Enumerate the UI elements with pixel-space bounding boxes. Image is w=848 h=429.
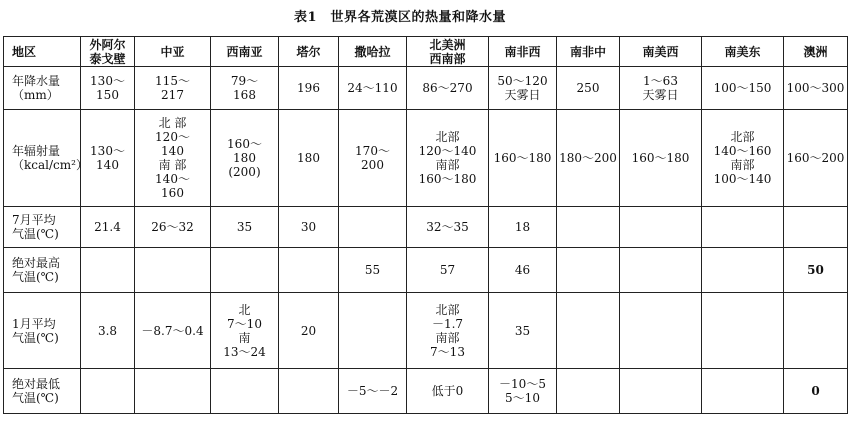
table-cell: 170～ 200 bbox=[339, 110, 407, 207]
table-cell bbox=[81, 248, 135, 293]
table-cell: 3.8 bbox=[81, 293, 135, 369]
row-label: 绝对最低 气温(℃) bbox=[4, 369, 81, 414]
table-row bbox=[4, 207, 848, 248]
table-cell bbox=[557, 207, 620, 248]
table-cell: 196 bbox=[279, 67, 339, 110]
table-cell bbox=[620, 293, 702, 369]
column-header: 外阿尔 泰戈壁 bbox=[81, 37, 135, 67]
table-cell bbox=[339, 207, 407, 248]
table-cell: 低于0 bbox=[407, 369, 489, 414]
column-header: 中亚 bbox=[135, 37, 211, 67]
table-cell bbox=[557, 293, 620, 369]
table-cell: 100～150 bbox=[702, 67, 784, 110]
table-cell: －5～－2 bbox=[339, 369, 407, 414]
table-cell: 86～270 bbox=[407, 67, 489, 110]
column-header: 南非中 bbox=[557, 37, 620, 67]
table-cell: 180～200 bbox=[557, 110, 620, 207]
table-cell: 115～ 217 bbox=[135, 67, 211, 110]
table-cell: 55 bbox=[339, 248, 407, 293]
table-cell: 35 bbox=[211, 207, 279, 248]
table-cell bbox=[702, 369, 784, 414]
column-header: 澳洲 bbox=[784, 37, 848, 67]
table-cell: 30 bbox=[279, 207, 339, 248]
table-cell: －10～5 5～10 bbox=[489, 369, 557, 414]
header-row bbox=[4, 37, 848, 67]
table-cell: 160～180 bbox=[489, 110, 557, 207]
data-table bbox=[3, 36, 845, 424]
table-cell bbox=[702, 248, 784, 293]
table-cell: 北部 120～140 南部 160～180 bbox=[407, 110, 489, 207]
table-cell bbox=[339, 293, 407, 369]
table-cell: 北部 －1.7 南部 7～13 bbox=[407, 293, 489, 369]
column-header: 西南亚 bbox=[211, 37, 279, 67]
table-cell: 79～ 168 bbox=[211, 67, 279, 110]
column-header: 撒哈拉 bbox=[339, 37, 407, 67]
table-cell bbox=[702, 207, 784, 248]
table-cell: 北 7～10 南 13～24 bbox=[211, 293, 279, 369]
table-cell: 21.4 bbox=[81, 207, 135, 248]
table-cell bbox=[557, 248, 620, 293]
table-cell bbox=[620, 248, 702, 293]
table-cell bbox=[557, 369, 620, 414]
row-label: 年降水量 （mm） bbox=[4, 67, 81, 110]
column-header: 南美东 bbox=[702, 37, 784, 67]
table-cell: 160～200 bbox=[784, 110, 848, 207]
table-cell bbox=[279, 248, 339, 293]
table-cell: 50～120 天雾日 bbox=[489, 67, 557, 110]
table-cell: 0 bbox=[784, 369, 848, 414]
table-row bbox=[4, 67, 848, 110]
table-cell: 46 bbox=[489, 248, 557, 293]
table-cell: 32～35 bbox=[407, 207, 489, 248]
table-title: 表1 世界各荒漠区的热量和降水量 bbox=[293, 10, 507, 25]
table-cell: 57 bbox=[407, 248, 489, 293]
table-cell: 北 部 120～ 140 南 部 140～ 160 bbox=[135, 110, 211, 207]
column-header-region: 地区 bbox=[4, 37, 81, 67]
table-row bbox=[4, 248, 848, 293]
column-header: 塔尔 bbox=[279, 37, 339, 67]
table-cell: 130～ 140 bbox=[81, 110, 135, 207]
table-cell bbox=[135, 369, 211, 414]
table-cell bbox=[211, 369, 279, 414]
table-row bbox=[4, 110, 848, 207]
column-header: 南美西 bbox=[620, 37, 702, 67]
column-header: 北美洲 西南部 bbox=[407, 37, 489, 67]
table-cell bbox=[620, 207, 702, 248]
table-cell: 20 bbox=[279, 293, 339, 369]
table-cell bbox=[279, 369, 339, 414]
table-cell: 35 bbox=[489, 293, 557, 369]
table-cell: 26～32 bbox=[135, 207, 211, 248]
row-label: 7月平均 气温(℃) bbox=[4, 207, 81, 248]
table-cell: －8.7～0.4 bbox=[135, 293, 211, 369]
table-cell bbox=[620, 369, 702, 414]
table-row bbox=[4, 369, 848, 414]
table-cell: 100～300 bbox=[784, 67, 848, 110]
table-cell bbox=[784, 207, 848, 248]
column-header: 南非西 bbox=[489, 37, 557, 67]
table-cell bbox=[211, 248, 279, 293]
table-cell: 50 bbox=[784, 248, 848, 293]
row-label: 年辐射量 （kcal/cm²） bbox=[4, 110, 81, 207]
row-label: 1月平均 气温(℃) bbox=[4, 293, 81, 369]
table-cell: 130～ 150 bbox=[81, 67, 135, 110]
table-cell: 北部 140～160 南部 100～140 bbox=[702, 110, 784, 207]
table-cell: 24～110 bbox=[339, 67, 407, 110]
row-label: 绝对最高 气温(℃) bbox=[4, 248, 81, 293]
table-cell: 250 bbox=[557, 67, 620, 110]
table-cell: 160～180 bbox=[620, 110, 702, 207]
table-cell bbox=[784, 293, 848, 369]
table-row bbox=[4, 293, 848, 369]
table-cell bbox=[702, 293, 784, 369]
table-cell: 160～ 180 (200) bbox=[211, 110, 279, 207]
table-cell: 18 bbox=[489, 207, 557, 248]
table-cell bbox=[135, 248, 211, 293]
table-cell: 180 bbox=[279, 110, 339, 207]
table-cell: 1～63 天雾日 bbox=[620, 67, 702, 110]
table-cell bbox=[81, 369, 135, 414]
